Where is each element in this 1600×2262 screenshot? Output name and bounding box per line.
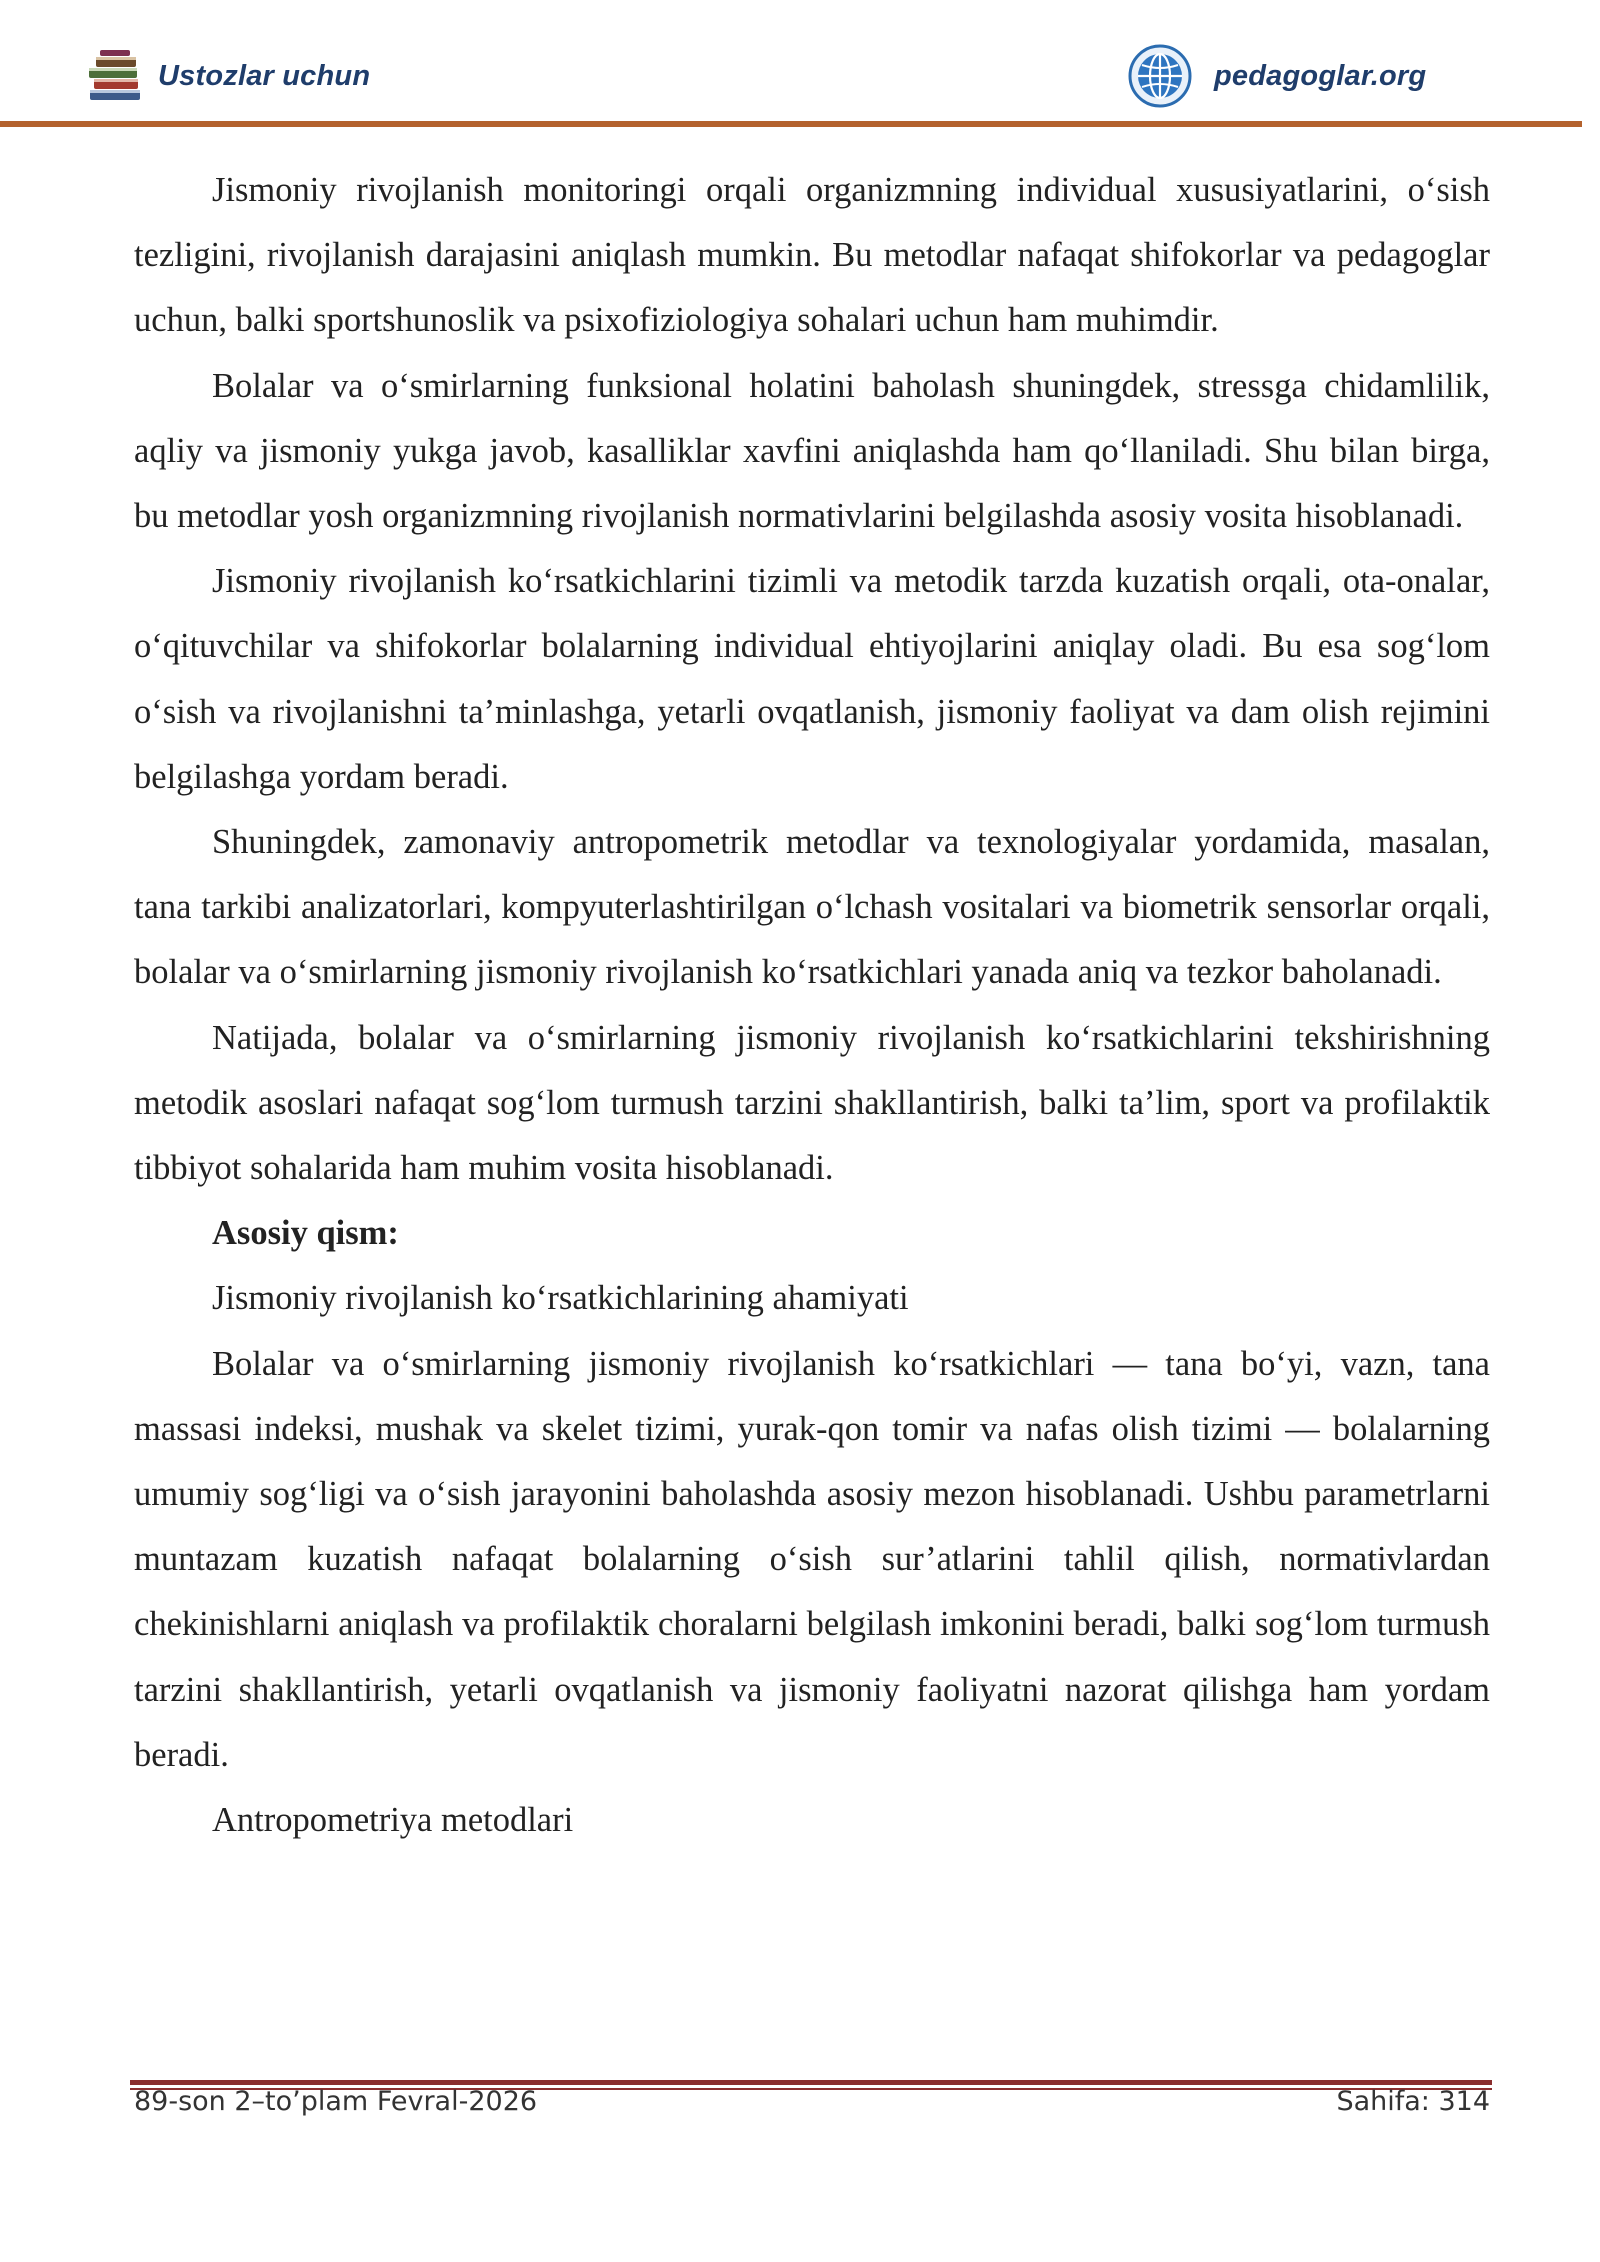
paragraph: Bolalar va o‘smirlarning jismoniy rivojlanish ko‘rsatkichlari — tana bo‘yi, vazn, tana massasi indeksi, mushak va skelet tizimi, yurak-qon tomir va nafas olish tizimi — bolalarning umumiy sog‘ligi va o‘sish jarayonini baholashda asosiy mezon hisoblanadi. Ushbu parametrlarni muntazam kuzatish nafaqat bolalarning o‘sish sur’atlarini tahlil qilish, normativlardan chekinishlarni aniqlash va profilaktik choralarni belgilash imkonini beradi, balki sog‘lom turmush tarzini shakllantirish, yetarli ovqatlanish va jismoniy faoliyatni nazorat qilishga ham yordam beradi. [134,1344,1490,1774]
subheading: Jismoniy rivojlanish ko‘rsatkichlarining ahamiyati [212,1279,909,1318]
next-heading: Antropometriya metodlari [212,1801,574,1840]
page-header [0,0,1600,130]
header-brand-left [86,48,370,104]
header-divider [0,121,1582,127]
article-body [134,158,1490,1853]
paragraph: Jismoniy rivojlanish monitoringi orqali organizmning individual xususiyatlarini, o‘sish tezligini, rivojlanish darajasini aniqlash mumkin. Bu metodlar nafaqat shifokorlar va pedagoglar uchun, balki sportshunoslik va psixofiziologiya sohalari uchun ham muhimdir. [134,171,1490,340]
site-name-right[interactable]: pedagoglar.org [1214,59,1427,92]
header-brand-right [1128,44,1426,108]
paragraph: Shuningdek, zamonaviy antropometrik metodlar va texnologiyalar yordamida, masalan, tana tarkibi analizatorlari, kompyuterlashtirilgan o‘lchash vositalari va biometrik sensorlar orqali, bolalar va o‘smirlarning jismoniy rivojlanish ko‘rsatkichlari yanada aniq va tezkor baholanadi. [134,823,1490,992]
paragraph: Natijada, bolalar va o‘smirlarning jismoniy rivojlanish ko‘rsatkichlarini tekshirishning metodik asoslari nafaqat sog‘lom turmush tarzini shakllantirish, balki ta’lim, sport va profilaktik tibbiyot sohalarida ham muhim vosita hisoblanadi. [134,1018,1490,1188]
books-icon [86,48,144,104]
globe-icon [1128,44,1192,108]
paragraph: Bolalar va o‘smirlarning funksional holatini baholash shuningdek, stressga chidamlilik, aqliy va jismoniy yukga javob, kasalliklar xavfini aniqlashda ham qo‘llaniladi. Shu bilan birga, bu metodlar yosh organizmning rivojlanish normativlarini belgilashda asosiy vosita hisoblanadi. [134,366,1490,536]
page-number: Sahifa: 314 [1336,2086,1490,2117]
page-footer [134,2086,1490,2126]
section-heading: Asosiy qism: [212,1214,399,1253]
site-name-left[interactable]: Ustozlar uchun [158,59,371,92]
paragraph: Jismoniy rivojlanish ko‘rsatkichlarini tizimli va metodik tarzda kuzatish orqali, ota-onalar, o‘qituvchilar va shifokorlar bolalarning individual ehtiyojlarini aniqlay oladi. Bu esa sog‘lom o‘sish va rivojlanishni ta’minlashga, yetarli ovqatlanish, jismoniy faoliyat va dam olish rejimini belgilashga yordam beradi. [134,562,1490,796]
issue-info: 89-son 2–to’plam Fevral-2026 [134,2086,538,2117]
